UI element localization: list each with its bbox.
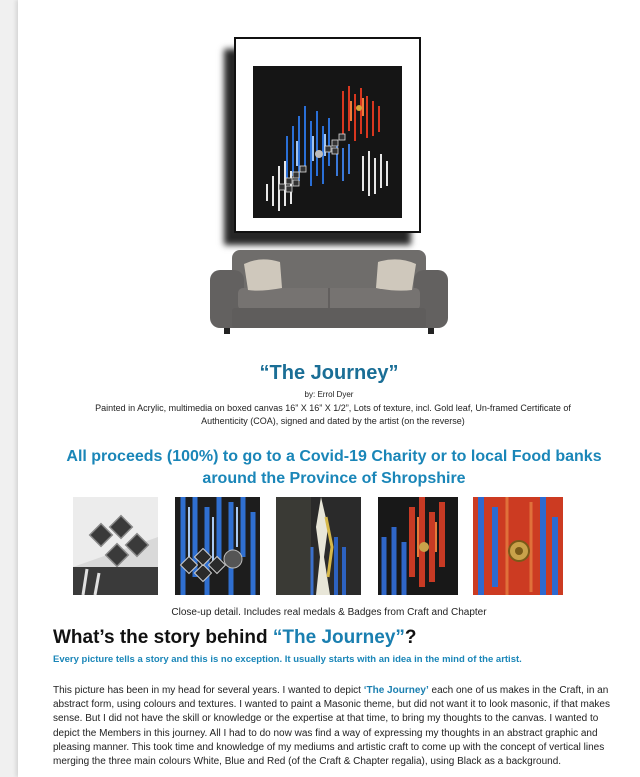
closeup-image-4 bbox=[378, 497, 458, 595]
abstract-painting-image bbox=[253, 66, 402, 218]
story-heading-highlight: “The Journey” bbox=[272, 627, 405, 648]
closeup-image-1 bbox=[73, 497, 158, 595]
story-heading bbox=[53, 627, 417, 649]
artwork-title: “The Journey” bbox=[259, 362, 399, 384]
painting-canvas bbox=[253, 66, 402, 218]
closeup-image-3 bbox=[276, 497, 361, 595]
story-body-highlight: ‘The Journey’ bbox=[363, 685, 429, 696]
story-body-part-2: each one of us makes in the Craft, in an abstract form, using colours and textures. I wanted to paint a Masonic theme, but did not want it to look masonic, if that makes sense. But I did not have the skill or knowledge or the expertise at that time, to bring my thoughts to the canvas. I wanted to depict the Members in this journey. All I had to do now was find a way of expressing my thoughts in an abstract graphic and pleasing manner. This took time and knowledge of my mediums and artistic craft to come up with the concept of vertical lines merging the three main colours White, Blue and Red (of the Craft & Chapter regalia), using Black as a background. bbox=[53, 685, 610, 768]
proceeds-line-1: All proceeds (100%) to go to a Covid-19 Charity or to local Food banks bbox=[66, 448, 602, 465]
closeups-caption: Close-up detail. Includes real medals & Badges from Craft and Chapter bbox=[171, 607, 487, 618]
proceeds-line-2: around the Province of Shropshire bbox=[202, 470, 466, 487]
sofa-image bbox=[210, 244, 448, 336]
artwork-byline: by: Errol Dyer bbox=[304, 390, 354, 399]
proceeds-notice bbox=[38, 446, 630, 490]
framed-painting bbox=[234, 37, 421, 233]
closeup-image-5 bbox=[473, 497, 563, 595]
story-body bbox=[53, 684, 613, 769]
story-heading-prefix: What’s the story behind bbox=[53, 627, 273, 648]
artwork-description: Painted in Acrylic, multimedia on boxed canvas 16” X 16” X 1/2”, Lots of texture, incl. Gold leaf, Un-framed Certificate of Authenticity (COA), signed and dated by the artist (on the reverse) bbox=[95, 403, 571, 426]
story-lede: Every picture tells a story and this is no exception. It usually starts with an idea in the mind of the artist. bbox=[53, 654, 522, 665]
closeup-image-2 bbox=[175, 497, 260, 595]
story-body-part-1: This picture has been in my head for several years. I wanted to depict bbox=[53, 685, 364, 696]
document-page bbox=[18, 0, 640, 777]
story-heading-suffix: ? bbox=[404, 627, 417, 648]
